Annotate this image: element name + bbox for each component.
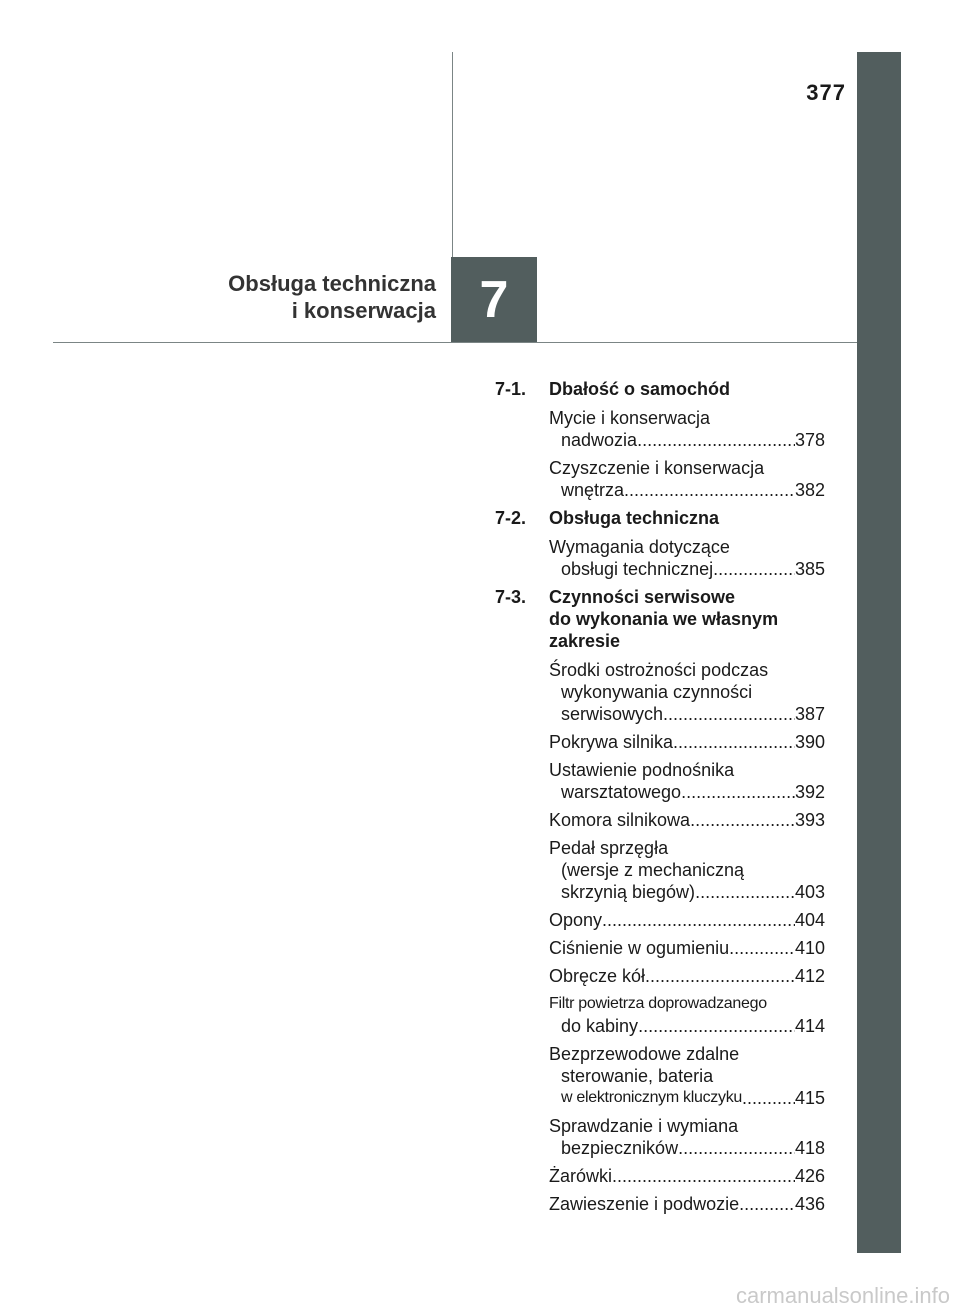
section-title-line: Obsługa techniczna xyxy=(549,508,720,528)
section-title-line: Czynności serwisowe xyxy=(549,587,736,607)
section-title-line: Dbałość o samochód xyxy=(549,379,731,399)
entry-text-line: Ciśnienie w ogumieniu xyxy=(549,938,730,958)
entry-page-number: 403 xyxy=(794,882,825,902)
entry-text-line: warsztatowego xyxy=(561,782,682,802)
entry-text-line: Czyszczenie i konserwacja xyxy=(549,458,765,478)
toc-entry[interactable] xyxy=(549,1043,825,1109)
entry-page-number: 418 xyxy=(794,1138,825,1158)
entry-page-number: 412 xyxy=(794,966,825,986)
toc-section[interactable] xyxy=(495,507,825,529)
dot-leader xyxy=(678,1137,795,1159)
entry-page-number: 390 xyxy=(794,732,825,752)
entry-text-line: Opony xyxy=(549,910,603,930)
section-number: 7-3. xyxy=(495,587,527,607)
entry-text-line: Obręcze kół xyxy=(549,966,646,986)
toc-entry[interactable] xyxy=(549,993,825,1037)
toc-entry[interactable] xyxy=(549,457,825,501)
page-number: 377 xyxy=(806,80,846,105)
entry-text-line: (wersje z mechaniczną xyxy=(561,860,745,880)
toc-entry[interactable] xyxy=(549,407,825,451)
horizontal-rule xyxy=(53,342,857,343)
section-title-line: zakresie xyxy=(549,631,621,651)
entry-text-line: w elektronicznym kluczyku xyxy=(561,1089,743,1106)
toc-entry[interactable] xyxy=(549,1165,825,1187)
dot-leader xyxy=(673,731,795,753)
toc-entry[interactable] xyxy=(549,1193,825,1215)
entry-text-line: Zawieszenie i podwozie xyxy=(549,1194,740,1214)
entry-text-line: Filtr powietrza doprowadzanego xyxy=(549,995,767,1012)
entry-page-number: 410 xyxy=(794,938,825,958)
chapter-title-line-2: i konserwacja xyxy=(291,298,436,323)
dot-leader xyxy=(602,909,795,931)
toc-entry[interactable] xyxy=(549,909,825,931)
entry-text-line: skrzynią biegów) xyxy=(561,882,696,902)
chapter-number: 7 xyxy=(479,270,509,329)
toc-entry[interactable] xyxy=(549,759,825,803)
dot-leader xyxy=(612,1165,795,1187)
dot-leader xyxy=(742,1087,795,1109)
entry-text-line: Pedał sprzęgła xyxy=(549,838,669,858)
toc-entry[interactable] xyxy=(549,1115,825,1159)
dot-leader xyxy=(637,429,795,451)
entry-text-line: Komora silnikowa xyxy=(549,810,691,830)
toc-entry[interactable] xyxy=(549,659,825,725)
toc-entry[interactable] xyxy=(549,937,825,959)
toc-section[interactable] xyxy=(495,378,825,400)
dot-leader xyxy=(638,1015,795,1037)
toc-entry[interactable] xyxy=(549,965,825,987)
entry-text-line: Żarówki xyxy=(549,1166,613,1186)
entry-page-number: 436 xyxy=(794,1194,825,1214)
dot-leader xyxy=(739,1193,795,1215)
toc-section[interactable] xyxy=(495,586,825,652)
section-number: 7-2. xyxy=(495,508,527,528)
entry-text-line: serwisowych xyxy=(561,704,664,724)
dot-leader xyxy=(695,881,795,903)
section-number: 7-1. xyxy=(495,379,527,399)
vertical-rule xyxy=(452,52,453,258)
entry-text-line: Ustawienie podnośnika xyxy=(549,760,735,780)
chapter-number-box xyxy=(451,257,537,342)
watermark: carmanualsonline.info xyxy=(735,1283,950,1308)
dot-leader xyxy=(663,703,795,725)
entry-page-number: 382 xyxy=(794,480,825,500)
toc-entry[interactable] xyxy=(549,809,825,831)
toc-entry[interactable] xyxy=(549,731,825,753)
entry-text-line: wnętrza xyxy=(561,480,625,500)
entry-page-number: 385 xyxy=(794,559,825,579)
entry-page-number: 404 xyxy=(794,910,825,930)
chapter-title-line-1: Obsługa techniczna xyxy=(228,271,436,296)
table-of-contents xyxy=(495,378,825,1221)
chapter-side-tab xyxy=(857,52,901,1253)
dot-leader xyxy=(713,558,795,580)
entry-page-number: 393 xyxy=(794,810,825,830)
dot-leader xyxy=(645,965,795,987)
entry-text-line: Bezprzewodowe zdalne xyxy=(549,1044,740,1064)
entry-page-number: 414 xyxy=(794,1016,825,1036)
entry-text-line: Środki ostrożności podczas xyxy=(549,660,769,680)
entry-text-line: bezpieczników xyxy=(561,1138,679,1158)
toc-entry[interactable] xyxy=(549,536,825,580)
entry-text-line: Mycie i konserwacja xyxy=(549,408,711,428)
entry-page-number: 387 xyxy=(794,704,825,724)
dot-leader xyxy=(681,781,795,803)
dot-leader xyxy=(729,937,795,959)
section-title-line: do wykonania we własnym xyxy=(549,609,779,629)
entry-text-line: do kabiny xyxy=(561,1016,639,1036)
entry-page-number: 378 xyxy=(794,430,825,450)
entry-text-line: Pokrywa silnika xyxy=(549,732,674,752)
entry-text-line: Sprawdzanie i wymiana xyxy=(549,1116,739,1136)
entry-text-line: wykonywania czynności xyxy=(561,682,753,702)
dot-leader xyxy=(690,809,795,831)
dot-leader xyxy=(624,479,795,501)
entry-page-number: 415 xyxy=(794,1088,825,1108)
entry-page-number: 392 xyxy=(794,782,825,802)
toc-entry[interactable] xyxy=(549,837,825,903)
entry-text-line: obsługi technicznej xyxy=(561,559,714,579)
chapter-title xyxy=(228,270,436,324)
entry-text-line: nadwozia xyxy=(561,430,638,450)
entry-page-number: 426 xyxy=(794,1166,825,1186)
entry-text-line: sterowanie, bateria xyxy=(561,1066,714,1086)
entry-text-line: Wymagania dotyczące xyxy=(549,537,730,557)
